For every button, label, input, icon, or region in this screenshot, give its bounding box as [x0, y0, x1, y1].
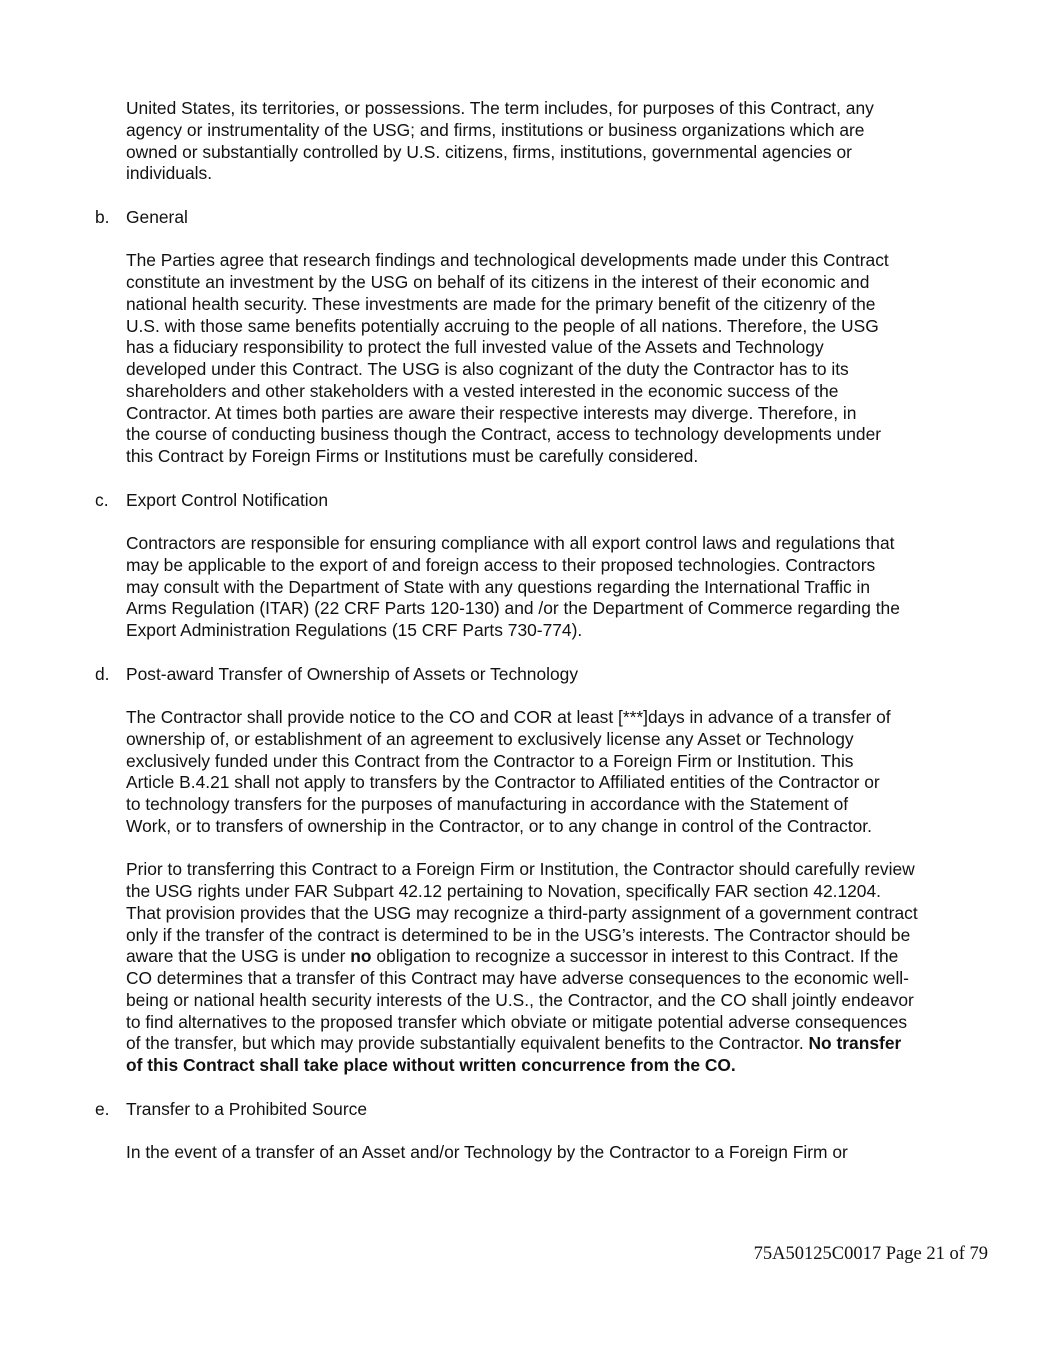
text-line: Article B.4.21 shall not apply to transfers by the Contractor to Affiliated entities of the Contractor or [126, 772, 880, 793]
paragraph [126, 859, 1026, 1077]
text-line [126, 1055, 1026, 1077]
section-title: General [126, 206, 188, 227]
text-line: the USG rights under FAR Subpart 42.12 pertaining to Novation, specifically FAR section 42.1204. [126, 881, 881, 901]
page-footer: 75A50125C0017 Page 21 of 79 [753, 1244, 988, 1264]
paragraph [126, 250, 1026, 468]
document-body [95, 98, 1026, 1164]
text-line: only if the transfer of the contract is determined to be in the USG’s interests. The Contractor should be [126, 924, 911, 945]
text-line: to technology transfers for the purposes of manufacturing in accordance with the Statement of [126, 794, 849, 814]
text-segment: obligation to recognize a successor in interest to this Contract. If the [371, 946, 899, 967]
text-line: Work, or to transfers of ownership in the Contractor, or to any change in control of the Contractor. [126, 815, 872, 836]
section-marker: d. [95, 663, 110, 684]
text-line: Contractors are responsible for ensuring compliance with all export control laws and regulations that [126, 533, 895, 553]
section-marker: c. [95, 489, 109, 510]
text-line: constitute an investment by the USG on behalf of its citizens in the interest of their economic and [126, 272, 870, 292]
spacer [126, 1120, 1026, 1142]
text-line [126, 1033, 1026, 1055]
text-line: agency or instrumentality of the USG; and firms, institutions or business organizations which are [126, 119, 865, 140]
bold-text: No transfer [808, 1033, 902, 1054]
text-line: national health security. These investments are made for the primary benefit of the citizenry of the [126, 293, 876, 314]
text-line: ownership of, or establishment of an agreement to exclusively license any Asset or Technology [126, 728, 854, 749]
paragraph [126, 707, 1026, 838]
text-line: has a fiduciary responsibility to protect the full invested value of the Assets and Technology [126, 337, 824, 358]
bold-text: no [350, 946, 372, 967]
text-line: CO determines that a transfer of this Contract may have adverse consequences to the economic well- [126, 968, 909, 988]
section-heading [95, 663, 1026, 686]
text-line: may be applicable to the export of and foreign access to their proposed technologies. Contractors [126, 554, 876, 575]
spacer [126, 229, 1026, 251]
text-line: exclusively funded under this Contract from the Contractor to a Foreign Firm or Institution. This [126, 750, 854, 771]
text-line: may consult with the Department of State with any questions regarding the International Traffic in [126, 576, 871, 597]
text-line: U.S. with those same benefits potentially accruing to the people of all nations. Therefore, the USG [126, 315, 879, 336]
text-line: Prior to transferring this Contract to a Foreign Firm or Institution, the Contractor should carefully review [126, 859, 915, 880]
text-line: Export Administration Regulations (15 CRF Parts 730-774). [126, 620, 583, 640]
text-line: this Contract by Foreign Firms or Institutions must be carefully considered. [126, 446, 699, 466]
section-title: Post-award Transfer of Ownership of Assets or Technology [126, 663, 579, 684]
text-line: the course of conducting business though the Contract, access to technology developments under [126, 424, 882, 445]
section-title: Transfer to a Prohibited Source [126, 1098, 368, 1119]
text-line: That provision provides that the USG may recognize a third-party assignment of a government contract [126, 902, 918, 923]
spacer [126, 685, 1026, 707]
spacer [126, 185, 1026, 207]
paragraph [126, 533, 1026, 642]
section-heading [95, 206, 1026, 229]
text-line: In the event of a transfer of an Asset and/or Technology by the Contractor to a Foreign Firm or [126, 1142, 848, 1162]
text-segment: of the transfer, but which may provide substantially equivalent benefits to the Contractor. [126, 1033, 809, 1054]
section-heading [95, 489, 1026, 512]
section-marker: e. [95, 1098, 110, 1119]
text-line: shareholders and other stakeholders with a vested interested in the economic success of the [126, 380, 839, 401]
text-line: Arms Regulation (ITAR) (22 CRF Parts 120-130) and /or the Department of Commerce regarding the [126, 598, 900, 619]
text-segment: aware that the USG is under [126, 946, 351, 967]
text-line: owned or substantially controlled by U.S. citizens, firms, institutions, governmental agencies or [126, 141, 852, 162]
bold-text: of this Contract shall take place without written concurrence from the CO. [126, 1055, 736, 1075]
text-line: being or national health security interests of the U.S., the Contractor, and the CO shall jointly endeavor [126, 989, 914, 1010]
spacer [126, 642, 1026, 664]
text-line: The Contractor shall provide notice to the CO and COR at least [***]days in advance of a transfer of [126, 707, 891, 727]
section-heading [95, 1098, 1026, 1121]
section-marker: b. [95, 206, 110, 227]
text-line: to find alternatives to the proposed transfer which obviate or mitigate potential adverse consequences [126, 1011, 908, 1032]
paragraph [126, 98, 1026, 185]
text-line: United States, its territories, or possessions. The term includes, for purposes of this Contract, any [126, 98, 874, 118]
spacer [126, 468, 1026, 490]
paragraph [126, 1142, 1026, 1164]
section-title: Export Control Notification [126, 489, 329, 510]
spacer [126, 511, 1026, 533]
text-line: The Parties agree that research findings and technological developments made under this Contract [126, 250, 889, 271]
spacer [126, 838, 1026, 860]
text-line: Contractor. At times both parties are aware their respective interests may diverge. Therefore, in [126, 402, 857, 423]
text-line: developed under this Contract. The USG is also cognizant of the duty the Contractor has to its [126, 359, 849, 379]
text-line [126, 946, 1026, 968]
spacer [126, 1077, 1026, 1099]
text-line: individuals. [126, 163, 213, 184]
